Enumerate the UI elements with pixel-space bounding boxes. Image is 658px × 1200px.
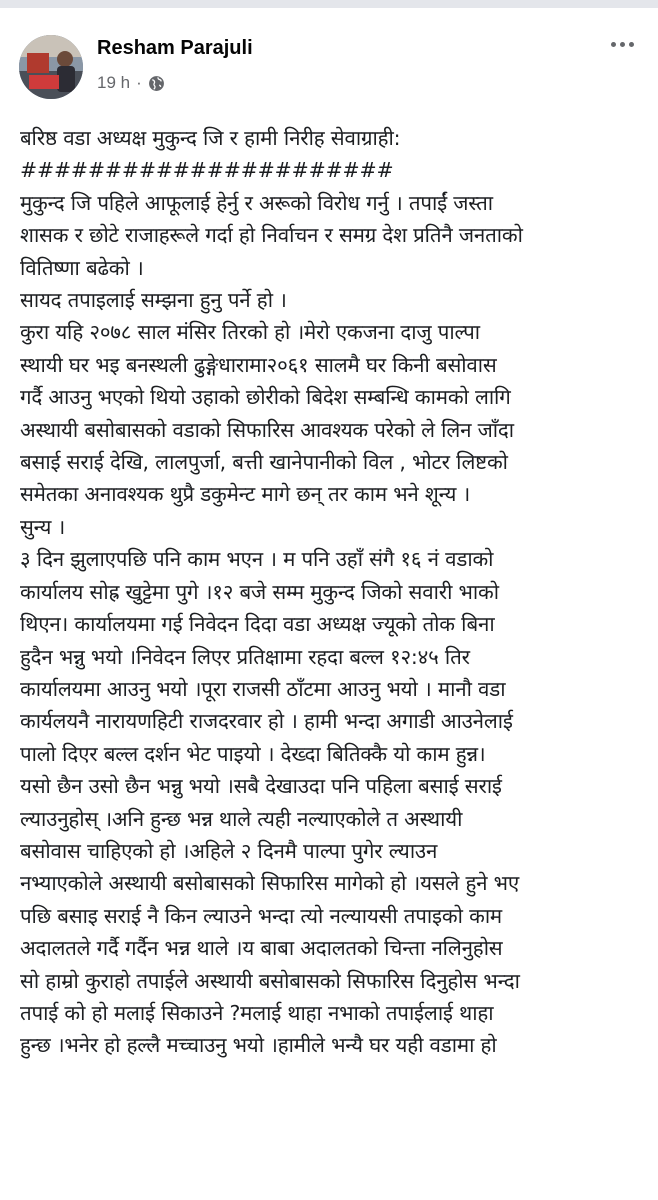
- author-name[interactable]: Resham Parajuli: [97, 37, 253, 59]
- post-text-line: पालो दिएर बल्ल दर्शन भेट पाइयो । देख्दा बितिक्कै यो काम हुन्न।: [20, 741, 486, 766]
- post-text-line: पछि बसाइ सराई नै किन ल्याउने भन्दा त्यो नल्यायसी तपाइको काम: [20, 903, 502, 928]
- avatar[interactable]: [19, 35, 83, 99]
- post-text-line: ३ दिन झुलाएपछि पनि काम भएन । म पनि उहाँ संगै १६ नं वडाको: [20, 547, 494, 572]
- dot-icon: [629, 42, 634, 47]
- post-text-line: बसाई सराई देखि, लालपुर्जा, बत्ती खानेपानीको विल , भोटर लिष्टको: [20, 450, 508, 475]
- post-text-line: सायद तपाइलाई सम्झना हुनु पर्ने हो ।: [20, 288, 287, 313]
- post-text-line: सो हाम्रो कुराहो तपाईले अस्थायी बसोबासको सिफारिस दिनुहोस भन्दा: [20, 968, 520, 993]
- post-text-line: ल्याउनुहोस् ।अनि हुन्छ भन्न थाले त्यही नल्याएकोले त अस्थायी: [20, 806, 463, 831]
- post-text-line: नभ्याएकोले अस्थायी बसोबासको सिफारिस मागेको हो ।यसले हुने भए: [20, 871, 519, 896]
- post-text: [20, 122, 650, 1062]
- meta-separator: ·: [136, 73, 142, 92]
- post-time[interactable]: 19 h: [97, 73, 131, 92]
- post-text-line: स्थायी घर भइ बनस्थली ढुङ्गेधारामा२०६१ सालमै घर किनी बसोवास: [20, 352, 497, 377]
- post-text-line: कुरा यहि २०७८ साल मंसिर तिरको हो ।मेरो एकजना दाजु पाल्पा: [20, 320, 480, 345]
- post-text-line: समेतका अनावश्यक थुप्रै डकुमेन्ट मागे छन् तर काम भने शून्य ।: [20, 482, 471, 507]
- post-text-line: वितिष्णा बढेको ।: [20, 255, 144, 280]
- post-text-line: मुकुन्द जि पहिले आफूलाई हेर्नु र अरूको विरोध गर्नु । तपाईं जस्ता: [20, 190, 493, 215]
- post-text-line: बरिष्ठ वडा अध्यक्ष मुकुन्द जि र हामी निरीह सेवाग्राही:: [20, 126, 401, 150]
- more-options-button[interactable]: [611, 42, 634, 47]
- globe-icon: [148, 75, 165, 92]
- post-text-line: हुदैन भन्नु भयो ।निवेदन लिएर प्रतिक्षामा रहदा बल्ल १२:४५ तिर: [20, 644, 470, 669]
- top-separator-bar: [0, 0, 658, 8]
- avatar-photo-icon: [19, 35, 83, 99]
- post-text-line: कार्यालयमा आउनु भयो ।पूरा राजसी ठाँटमा आउनु भयो । मानौ वडा: [20, 676, 506, 701]
- post-text-line: बसोवास चाहिएको हो ।अहिले २ दिनमै पाल्पा पुगेर ल्याउन: [20, 838, 438, 863]
- post-text-line: अदालतले गर्दै गर्दैन भन्न थाले ।य बाबा अदालतको चिन्ता नलिनुहोस: [20, 936, 503, 961]
- facebook-post: [0, 8, 658, 1200]
- post-text-line: गर्दै आउनु भएको थियो उहाको छोरीको बिदेश सम्बन्धि कामको लागि: [20, 385, 511, 410]
- post-meta: [97, 73, 165, 93]
- post-text-line: अस्थायी बसोबासको वडाको सिफारिस आवश्यक परेको ले लिन जाँदा: [20, 417, 514, 442]
- post-text-line: कार्यलयनै नारायणहिटी राजदरवार हो । हामी भन्दा अगाडी आउनेलाई: [20, 709, 513, 734]
- post-text-line: ######################: [20, 158, 394, 183]
- post-text-line: थिएन। कार्यालयमा गई निवेदन दिदा वडा अध्यक्ष ज्यूको तोक बिना: [20, 612, 495, 637]
- dot-icon: [611, 42, 616, 47]
- post-text-line: हुन्छ ।भनेर हो हल्लै मच्चाउनु भयो ।हामीले भन्यै घर यही वडामा हो: [20, 1033, 497, 1058]
- post-text-line: तपाई को हो मलाई सिकाउने ?मलाई थाहा नभाको तपाईलाई थाहा: [20, 1000, 494, 1025]
- post-header: [0, 8, 658, 94]
- post-text-line: यसो छैन उसो छैन भन्नु भयो ।सबै देखाउदा पनि पहिला बसाई सराई: [20, 774, 502, 799]
- dot-icon: [620, 42, 625, 47]
- post-text-line: कार्यालय सोह्र खुट्टेमा पुगे ।१२ बजे सम्म मुकुन्द जिको सवारी भाको: [20, 579, 499, 604]
- post-text-line: शासक र छोटे राजाहरूले गर्दा हो निर्वाचन र समग्र देश प्रतिनै जनताको: [20, 223, 523, 248]
- post-text-line: सुन्य ।: [20, 514, 66, 539]
